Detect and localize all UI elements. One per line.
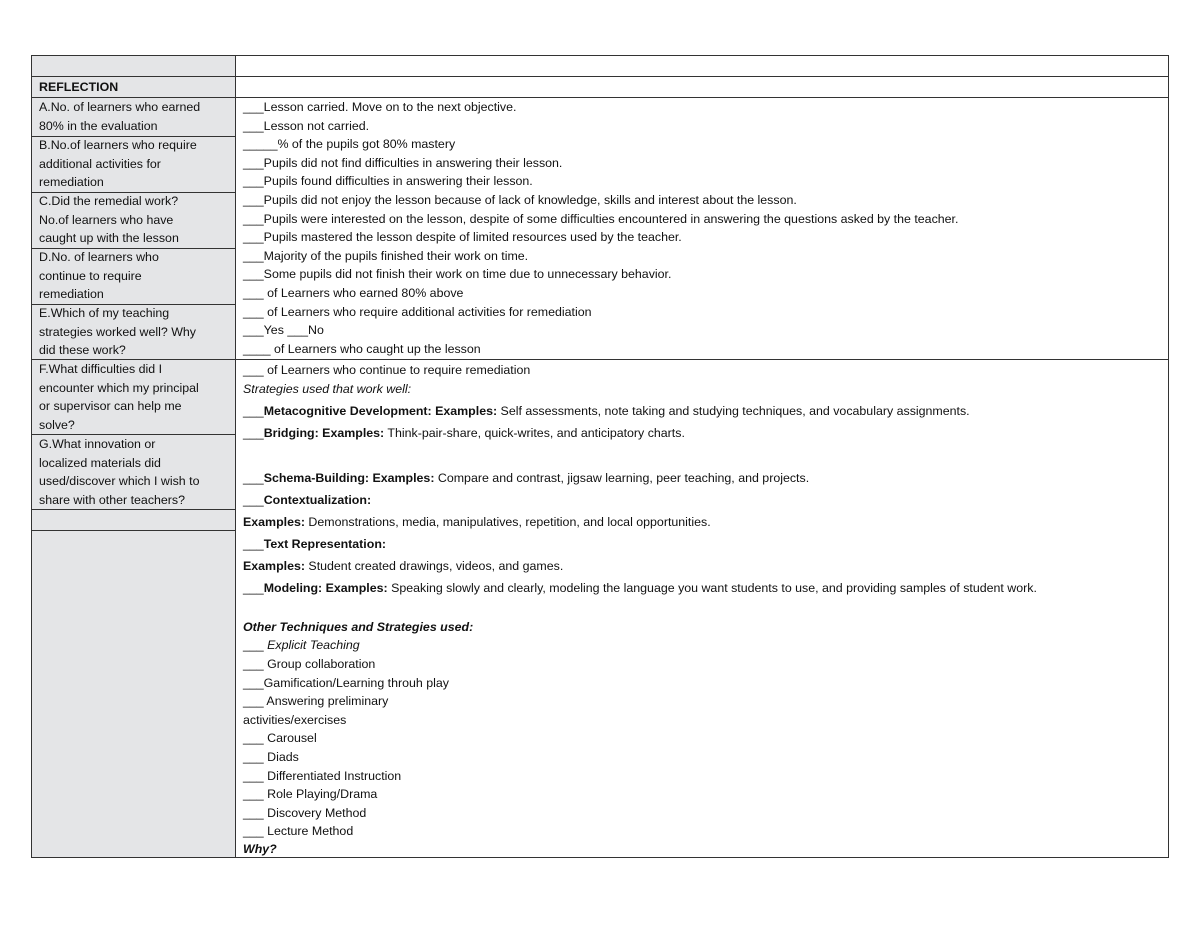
checklist-item: ___Yes ___No — [243, 323, 324, 338]
reflection-table — [31, 55, 1169, 858]
checklist-item: ___Some pupils did not finish their work on time due to unnecessary behavior. — [243, 267, 672, 282]
technique-item: ___ Group collaboration — [243, 657, 376, 671]
left-item-a: A.No. of learners who earned 80% in the evaluation — [39, 100, 201, 133]
technique-item: ___ Answering preliminary — [243, 694, 389, 709]
left-item-f: F.What difficulties did I encounter which my principal or supervisor can help me solve? — [39, 362, 199, 432]
strategy-modeling: ___Modeling: Examples: Speaking slowly and clearly, modeling the language you want students to use, and providing samples of student work. — [243, 581, 1037, 595]
left-item-d: D.No. of learners who continue to require remediation — [39, 250, 159, 302]
strategy-schema-building: ___Schema-Building: Examples: Compare and contrast, jigsaw learning, peer teaching, and projects. — [243, 471, 810, 485]
strategy-text-representation: ___Text Representation: — [243, 537, 387, 551]
checklist-item: ___ of Learners who earned 80% above — [243, 285, 464, 300]
other-techniques-heading: Other Techniques and Strategies used: — [243, 620, 474, 634]
checklist-item: ___Pupils were interested on the lesson, despite of some difficulties encountered in answering the questions asked by the teacher. — [243, 211, 959, 226]
checklist-item: ___Pupils did not find difficulties in answering their lesson. — [243, 155, 563, 170]
technique-item: ___ Carousel — [243, 731, 317, 746]
row-divider — [32, 76, 1168, 77]
checklist-item: ___Lesson carried. Move on to the next objective. — [243, 100, 517, 114]
checklist-item: ___Pupils did not enjoy the lesson because of lack of knowledge, skills and interest about the lesson. — [243, 192, 797, 207]
remediation-line: ___ of Learners who continue to require remediation — [243, 363, 531, 377]
technique-item: ___ Lecture Method — [243, 824, 354, 839]
why-label: Why? — [243, 842, 277, 856]
checklist-item: ____ of Learners who caught up the lesson — [243, 341, 481, 356]
checklist-item: _____% of the pupils got 80% mastery — [243, 137, 456, 152]
technique-item: ___ Role Playing/Drama — [243, 787, 378, 802]
checklist-block — [243, 98, 958, 358]
reflection-heading: REFLECTION — [39, 80, 119, 94]
checklist-item: ___ of Learners who require additional activities for remediation — [243, 304, 592, 319]
checklist-item: ___Lesson not carried. — [243, 118, 370, 133]
technique-item: ___ Discovery Method — [243, 805, 367, 820]
left-item-b: B.No.of learners who require additional activities for remediation — [39, 138, 197, 190]
strategy-metacognitive: ___Metacognitive Development: Examples: Self assessments, note taking and studying techniques, and vocabulary assignments. — [243, 404, 970, 418]
contextualization-examples: Examples: Demonstrations, media, manipulatives, repetition, and local opportunities. — [243, 515, 711, 529]
technique-item: ___ Diads — [243, 749, 299, 764]
technique-item: ___Gamification/Learning throuh play — [243, 675, 449, 690]
strategies-heading: Strategies used that work well: — [243, 382, 412, 396]
left-item-e: E.Which of my teaching strategies worked well? Why did these work? — [39, 306, 197, 358]
strategy-contextualization: ___Contextualization: — [243, 493, 372, 507]
left-row-divider — [32, 530, 235, 531]
techniques-list — [243, 655, 449, 841]
checklist-item: ___Pupils mastered the lesson despite of limited resources used by the teacher. — [243, 230, 682, 245]
text-representation-examples: Examples: Student created drawings, videos, and games. — [243, 559, 564, 573]
technique-explicit-teaching: ___ Explicit Teaching — [243, 638, 360, 652]
strategy-bridging: ___Bridging: Examples: Think-pair-share, quick-writes, and anticipatory charts. — [243, 426, 685, 440]
checklist-item: ___Majority of the pupils finished their work on time. — [243, 248, 529, 263]
left-item-g: G.What innovation or localized materials did used/discover which I wish to share with other teachers? — [39, 437, 200, 507]
checklist-item: ___Pupils found difficulties in answering their lesson. — [243, 174, 533, 189]
technique-item: activities/exercises — [243, 712, 347, 727]
left-item-c: C.Did the remedial work? No.of learners who have caught up with the lesson — [39, 194, 179, 246]
column-divider — [235, 56, 236, 857]
technique-item: ___ Differentiated Instruction — [243, 768, 402, 783]
